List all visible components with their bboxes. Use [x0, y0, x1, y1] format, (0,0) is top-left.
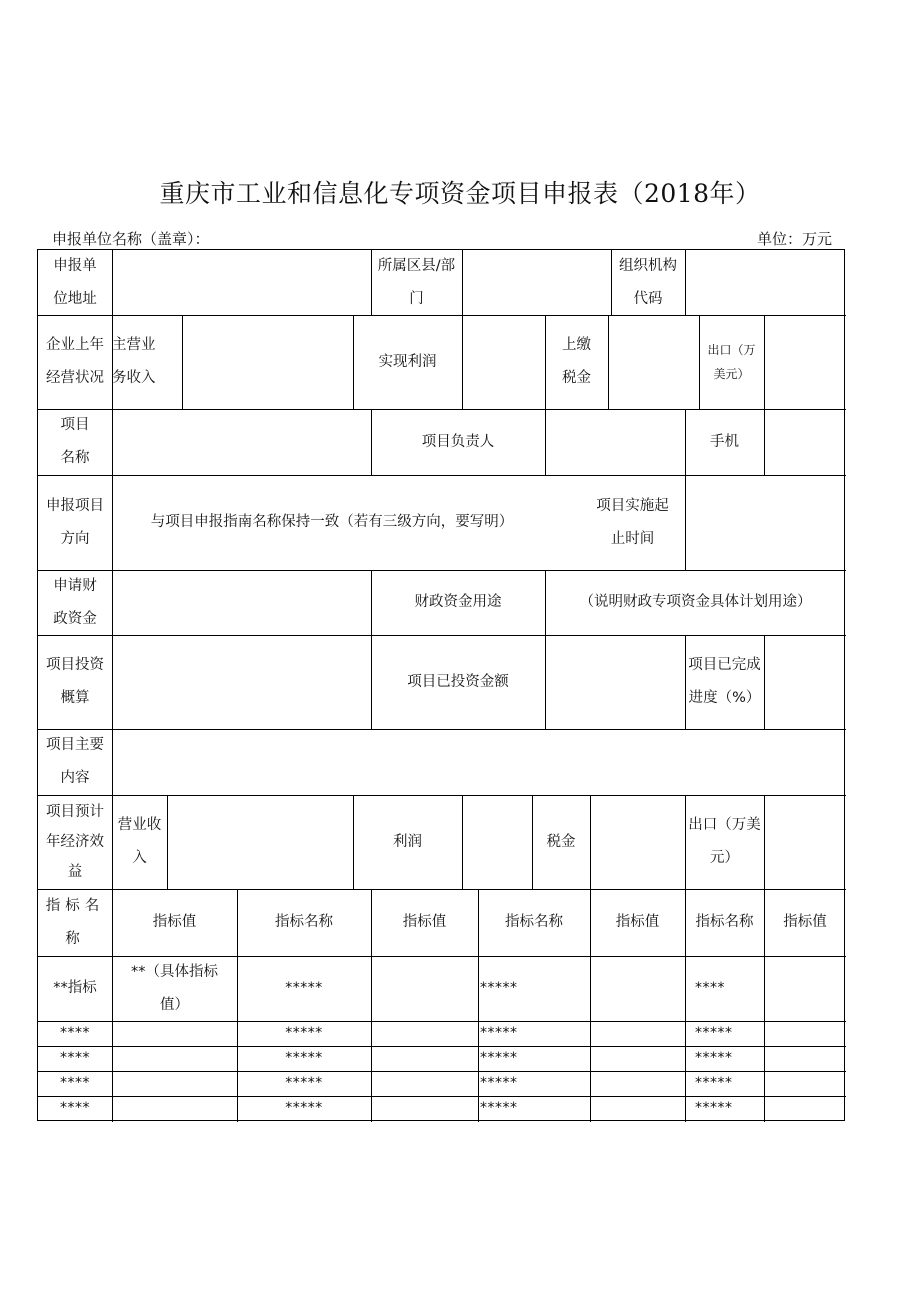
indicator-row-name-2: *****: [285, 1100, 323, 1116]
funds-label: 申请财政资金: [53, 577, 97, 627]
benefit-tax-label: 税金: [546, 833, 576, 850]
invested-label: 项目已投资金额: [407, 673, 509, 690]
address-field[interactable]: [112, 250, 371, 315]
leader-label: 项目负责人: [421, 433, 495, 450]
indicator-row-name-3: *****: [480, 1025, 518, 1041]
indicator-value-2[interactable]: [371, 956, 478, 1021]
period-label: 项目实施起止时间: [596, 497, 669, 547]
invested-field[interactable]: [545, 635, 685, 729]
benefit-export-field[interactable]: [764, 795, 846, 889]
project-name-field[interactable]: [112, 409, 371, 475]
indicator-row-name-4: *****: [695, 1100, 733, 1116]
indicator-header-cell: 指标名称: [695, 914, 754, 930]
indicator-value-1[interactable]: **（具体指标值）: [131, 963, 218, 1013]
indicator-name-3: *****: [480, 980, 518, 996]
leader-field[interactable]: [545, 409, 685, 475]
indicator-value-3[interactable]: [590, 956, 685, 1021]
indicator-row-name-4: *****: [695, 1075, 733, 1091]
content-label: 项目主要内容: [46, 737, 104, 786]
indicator-name-2: *****: [285, 980, 323, 996]
funds-field[interactable]: [112, 570, 371, 635]
tax-field[interactable]: [608, 315, 699, 409]
page-title: 重庆市工业和信息化专项资金项目申报表（2018年）: [159, 179, 761, 208]
direction-label: 申报项目方向: [46, 497, 104, 547]
district-field[interactable]: [462, 250, 611, 315]
progress-label: 项目已完成进度（%）: [688, 657, 761, 706]
indicator-value-4[interactable]: [764, 956, 846, 1021]
usage-label: 财政资金用途: [414, 594, 502, 610]
indicator-header-cell: 指标名称: [275, 914, 333, 930]
benefit-label: 项目预计年经济效益: [46, 804, 104, 880]
phone-label: 手机: [710, 433, 739, 450]
district-label: 所属区县/部门: [377, 257, 456, 307]
unit-label: 单位：万元: [756, 230, 832, 248]
indicator-row-name-3: *****: [480, 1100, 518, 1116]
address-label: 申报单位地址: [53, 257, 97, 307]
applicant-label: 申报单位名称（盖章）：: [52, 230, 210, 248]
tax-label: 上缴税金: [562, 337, 591, 386]
benefit-revenue-label: 营业收入: [117, 817, 162, 866]
export-label: 出口（万美元）: [707, 343, 756, 381]
benefit-tax-field[interactable]: [590, 795, 685, 889]
indicator-row-name-4: *****: [695, 1025, 733, 1041]
indicator-row-name-4: *****: [695, 1050, 733, 1066]
indicator-row-name-1: ****: [60, 1075, 90, 1091]
project-name-label: 项目名称: [60, 417, 90, 466]
export-field[interactable]: [764, 315, 846, 409]
indicator-name-4: ****: [695, 980, 725, 996]
indicator-row-name-1: ****: [60, 1025, 90, 1041]
operation-label: 企业上年经营状况: [46, 337, 104, 386]
direction-field[interactable]: 与项目申报指南名称保持一致（若有三级方向，要写明）: [150, 514, 514, 530]
usage-field[interactable]: （说明财政专项资金具体计划用途）: [579, 594, 812, 610]
indicator-header-cell: 指标名称: [505, 914, 563, 930]
revenue-field[interactable]: [182, 315, 353, 409]
indicator-row-name-2: *****: [285, 1050, 323, 1066]
progress-field[interactable]: [764, 635, 846, 729]
indicator-row-name-3: *****: [480, 1050, 518, 1066]
indicator-header-cell: 指标值: [615, 914, 660, 930]
org-code-label: 组织机构代码: [619, 257, 677, 307]
indicator-row-name-3: *****: [480, 1075, 518, 1091]
revenue-label: 主营业务收入: [112, 337, 156, 386]
indicator-row-name-2: *****: [285, 1025, 323, 1041]
indicator-header-cell: 指标名称: [45, 897, 105, 947]
benefit-export-label: 出口（万美元）: [688, 817, 761, 866]
benefit-profit-label: 利润: [393, 833, 422, 850]
benefit-profit-field[interactable]: [462, 795, 532, 889]
investment-field[interactable]: [112, 635, 371, 729]
profit-label: 实现利润: [378, 353, 437, 370]
indicator-row-name-1: ****: [60, 1050, 90, 1066]
indicator-header-cell: 指标值: [402, 914, 447, 930]
indicator-row-name-2: *****: [285, 1075, 323, 1091]
phone-field[interactable]: [764, 409, 846, 475]
indicator-header-cell: 指标值: [783, 914, 827, 930]
period-field[interactable]: [685, 475, 846, 570]
application-form-table: [37, 249, 845, 1121]
benefit-revenue-field[interactable]: [167, 795, 353, 889]
indicator-row-name-1: ****: [60, 1100, 90, 1116]
indicator-header-cell: 指标值: [152, 914, 197, 930]
org-code-field[interactable]: [685, 250, 846, 315]
indicator-name-1: **指标: [53, 980, 97, 996]
content-field[interactable]: [112, 729, 846, 795]
profit-field[interactable]: [462, 315, 545, 409]
investment-label: 项目投资概算: [46, 657, 104, 706]
